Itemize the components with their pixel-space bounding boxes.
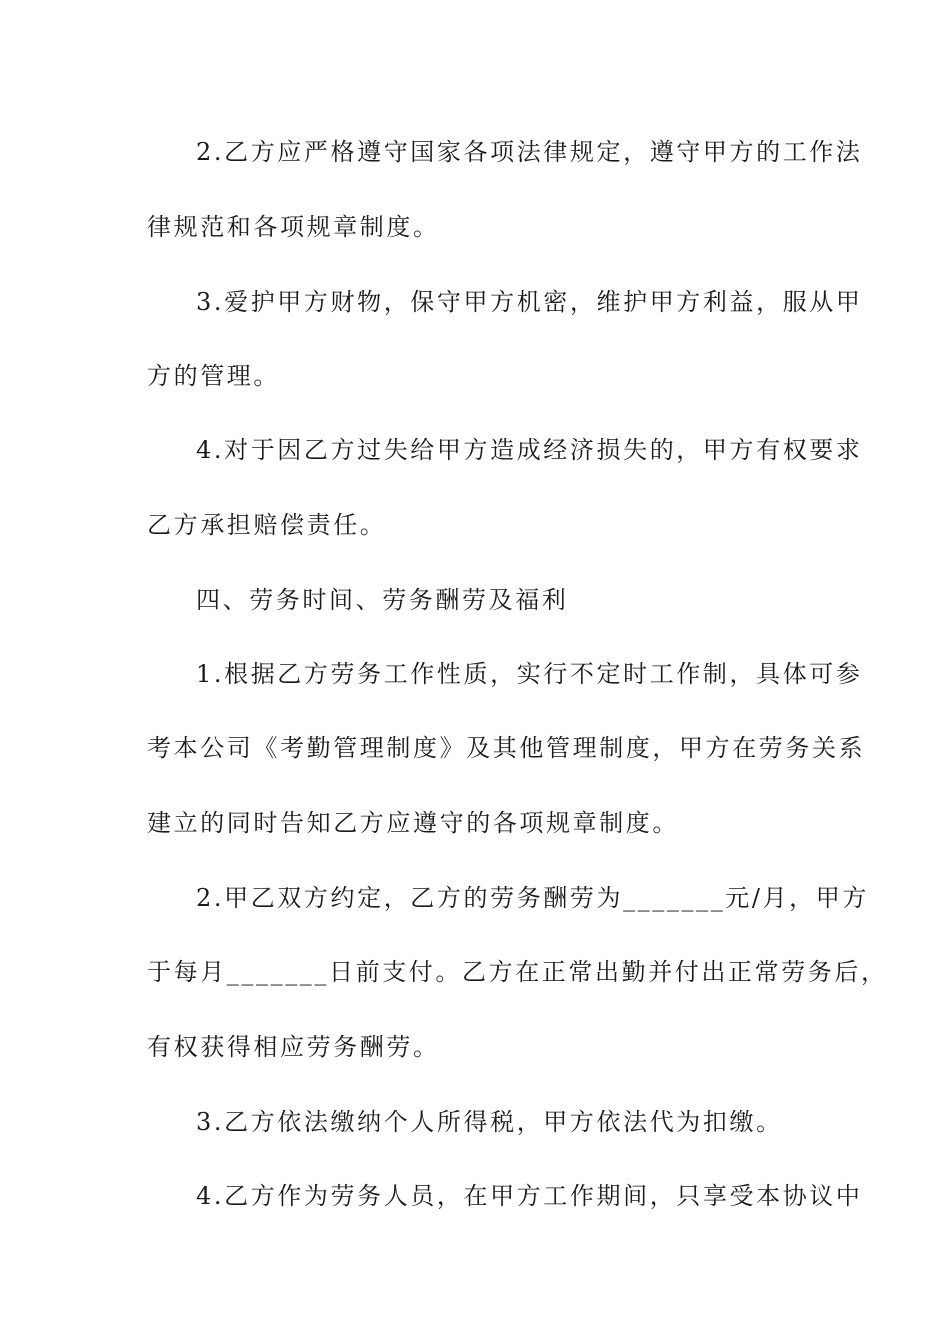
paragraph-line: 2.甲乙双方约定，乙方的劳务酬劳为_______元/月，甲方 xyxy=(196,884,869,912)
paragraph-line: 方的管理。 xyxy=(147,362,280,390)
paragraph-line: 1.根据乙方劳务工作性质，实行不定时工作制，具体可参 xyxy=(196,660,863,688)
paragraph-line: 2.乙方应严格遵守国家各项法律规定，遵守甲方的工作法 xyxy=(196,138,863,166)
paragraph-line: 3.乙方依法缴纳个人所得税，甲方依法代为扣缴。 xyxy=(196,1108,783,1136)
paragraph-line: 4.对于因乙方过失给甲方造成经济损失的，甲方有权要求 xyxy=(196,436,863,464)
paragraph-line: 考本公司《考勤管理制度》及其他管理制度，甲方在劳务关系 xyxy=(147,734,866,762)
paragraph-line: 建立的同时告知乙方应遵守的各项规章制度。 xyxy=(147,809,679,837)
paragraph-line: 有权获得相应劳务酬劳。 xyxy=(147,1033,440,1061)
paragraph-line: 3.爱护甲方财物，保守甲方机密，维护甲方利益，服从甲 xyxy=(196,288,863,316)
paragraph-line: 于每月_______日前支付。乙方在正常出勤并付出正常劳务后， xyxy=(147,958,888,986)
section-heading: 四、劳务时间、劳务酬劳及福利 xyxy=(196,586,569,614)
paragraph-line: 律规范和各项规章制度。 xyxy=(147,213,440,241)
paragraph-line: 4.乙方作为劳务人员，在甲方工作期间，只享受本协议中 xyxy=(196,1182,863,1210)
paragraph-line: 乙方承担赔偿责任。 xyxy=(147,511,387,539)
